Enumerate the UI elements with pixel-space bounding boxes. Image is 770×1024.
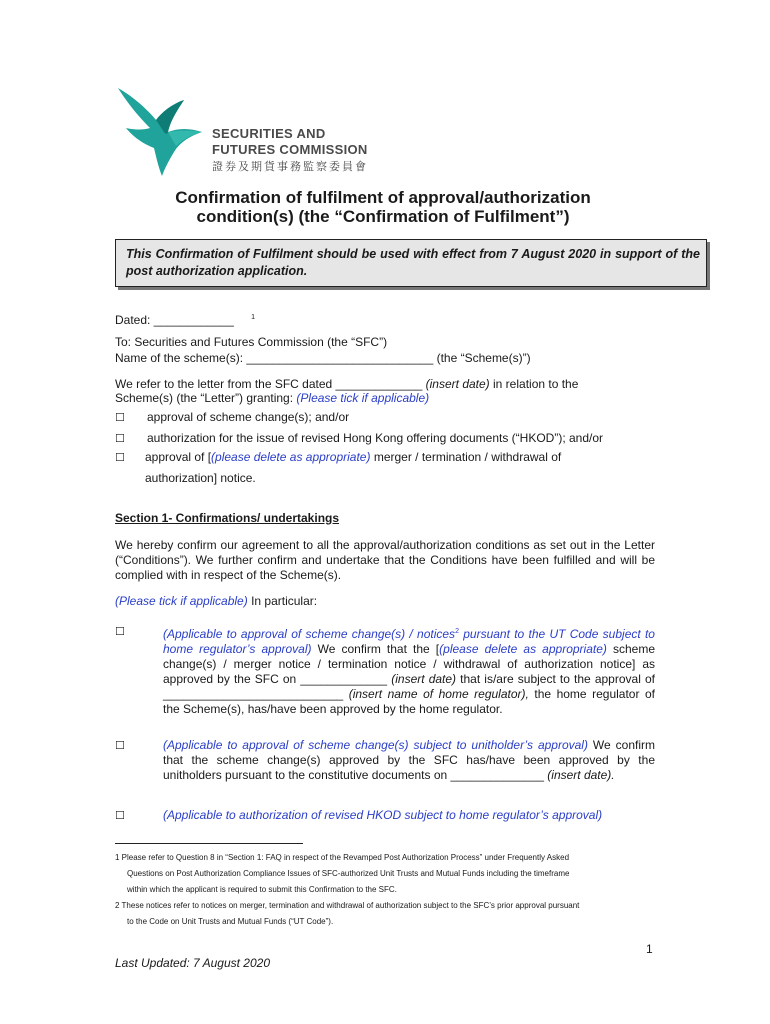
tick-instruction [115, 594, 317, 609]
dated-line [115, 310, 255, 328]
option-3-label-cont: authorization] notice. [145, 471, 256, 485]
item3-checkbox-wrap [115, 808, 125, 823]
i1-h: (insert name of home regulator), [348, 687, 529, 701]
footnote-ref-1: 1 [251, 314, 256, 321]
org-name-line2: FUTURES COMMISSION [212, 142, 368, 157]
i1-c: We confirm that the [ [311, 642, 440, 656]
footnote-1 [115, 850, 675, 898]
tick-hint-2: (Please tick if applicable) [115, 594, 248, 608]
document-title [118, 188, 648, 226]
footnote-ref-2: 2 [455, 628, 459, 635]
item2-checkbox-wrap [115, 738, 125, 753]
option-3 [115, 450, 125, 465]
fn1-line2: Questions on Post Authorization Compliance Issues of SFC-authorized Unit Trusts and Mutual Funds including the timeframe [127, 869, 570, 878]
i1-g: that is/are subject to the approval of ___________________________ [163, 672, 655, 701]
i1-i: the home regulator of the Scheme(s), has/have been approved by the home regulator. [163, 687, 655, 716]
refer-text: We refer to the letter from the SFC dated _____________ [115, 377, 426, 391]
option-1 [115, 410, 125, 425]
option-1-label: approval of scheme change(s); and/or [147, 410, 350, 424]
tick-hint: (Please tick if applicable) [296, 391, 430, 405]
fn2-line2: to the Code on Unit Trusts and Mutual Funds (“UT Code”). [127, 917, 334, 926]
fn1-line1: 1 Please refer to Question 8 in “Section 1: FAQ in respect of the Revamped Post Authorization Process” under Frequently Asked [115, 853, 570, 862]
refer-text-2: in relation to the [489, 377, 579, 391]
opt3-text-c: merger / termination / withdrawal of [370, 450, 562, 464]
scheme-name-line: Name of the scheme(s): ____________________________ (the “Scheme(s)”) [115, 351, 531, 365]
item3-text: (Applicable to authorization of revised HKOD subject to home regulator’s approval) [163, 808, 603, 822]
opt3-text-a: approval of [ [145, 450, 212, 464]
item2-text [163, 738, 655, 783]
i1-f: (insert date) [391, 672, 457, 686]
opt3-delete-hint: (please delete as appropriate) [211, 450, 371, 464]
tick-suffix: In particular: [247, 594, 318, 608]
option-2-label: authorization for the issue of revised Hong Kong offering documents (“HKOD”); and/or [147, 431, 604, 445]
checkbox-2[interactable]: ☐ [115, 432, 125, 445]
fn2-line1: 2 These notices refer to notices on merger, termination and withdrawal of authorization subject to the SFC’s prior approval pursuant [115, 901, 580, 910]
refer-text-3: Scheme(s) (the “Letter”) granting: [115, 391, 297, 405]
i1-d: (please delete as appropriate) [439, 642, 607, 656]
checkbox-3[interactable]: ☐ [115, 451, 125, 464]
fn1-line3: within which the applicant is required to submit this Confirmation to the SFC. [127, 885, 397, 894]
i2-a: (Applicable to approval of scheme change(s) subject to unitholder’s approval) [163, 738, 588, 752]
sfc-eagle-logo-icon [110, 82, 210, 178]
i1-e: scheme change(s) / merger notice / termination notice / withdrawal of authorization notice] as approved by the SFC on _____________ [163, 642, 656, 686]
item2-checkbox[interactable]: ☐ [115, 739, 125, 752]
org-name-line1: SECURITIES AND [212, 126, 326, 141]
item1-text [163, 624, 655, 717]
last-updated: Last Updated: 7 August 2020 [115, 956, 271, 970]
footnote-divider [115, 843, 303, 844]
dated-label: Dated: ____________ [115, 313, 234, 327]
insert-date-hint: (insert date) [425, 377, 490, 391]
org-name-chinese: 證券及期貨事務監察委員會 [212, 161, 368, 173]
addressee-line: To: Securities and Futures Commission (the “SFC”) [115, 335, 388, 349]
i1-a: (Applicable to approval of scheme change(s) / notices [163, 627, 456, 641]
i2-b: We confirm that the scheme change(s) approved by the SFC has/have been approved by the unitholders pursuant to the constitutive documents on ______________ [163, 738, 655, 782]
notice-box: This Confirmation of Fulfilment should be used with effect from 7 August 2020 in support of the post authorization application. [115, 239, 707, 287]
option-2 [115, 431, 125, 446]
checkbox-1[interactable]: ☐ [115, 411, 125, 424]
title-line1: Confirmation of fulfilment of approval/authorization [175, 188, 591, 207]
page-number: 1 [646, 942, 653, 956]
option-3-label [145, 450, 561, 465]
refer-line1 [115, 377, 655, 392]
item3-checkbox[interactable]: ☐ [115, 809, 125, 822]
i2-c: (insert date). [547, 768, 615, 782]
item1-checkbox[interactable]: ☐ [115, 625, 125, 638]
refer-line2 [115, 391, 429, 406]
i1-b: pursuant to the UT Code subject to home regulator’s approval) [163, 627, 655, 656]
title-line2: condition(s) (the “Confirmation of Fulfilment”) [196, 207, 570, 226]
item1-checkbox-wrap [115, 624, 125, 639]
footnote-2 [115, 898, 675, 930]
section1-paragraph: We hereby confirm our agreement to all the approval/authorization conditions as set out in the Letter (“Conditions”). We further confirm and undertake that the Conditions have been fulfilled and will be complied with in respect of the Scheme(s). [115, 538, 655, 582]
section1-heading: Section 1- Confirmations/ undertakings [115, 511, 340, 525]
